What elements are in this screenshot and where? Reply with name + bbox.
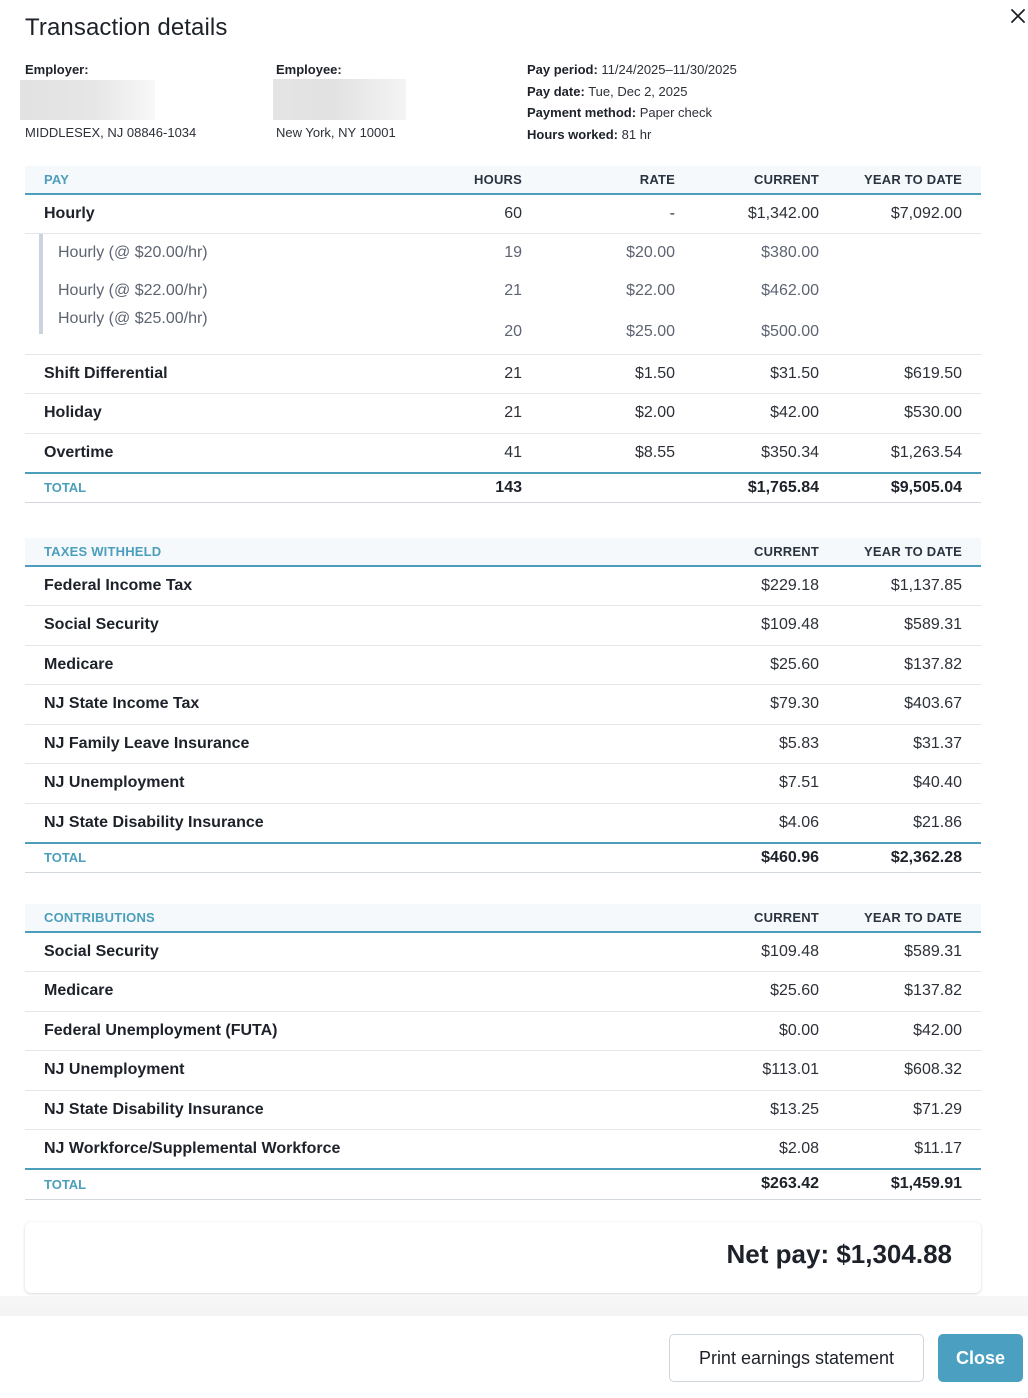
pay-item-current: $500.00 xyxy=(694,310,838,354)
current-column-header: CURRENT xyxy=(694,904,838,932)
taxes-section-header: TAXES WITHHELD xyxy=(25,538,694,566)
dialog-title: Transaction details xyxy=(25,14,228,41)
pay-item-current: $42.00 xyxy=(694,394,838,434)
pay-subitem-label: Hourly (@ $25.00/hr) xyxy=(39,310,208,334)
pay-item-hours: 41 xyxy=(421,433,541,473)
table-row xyxy=(25,1051,981,1091)
pay-item-ytd xyxy=(838,310,981,354)
total-current: $1,765.84 xyxy=(694,473,838,503)
pay-item-rate: $25.00 xyxy=(541,310,694,354)
pay-period xyxy=(527,59,737,81)
contributions-header-row xyxy=(25,904,981,932)
taxes-table xyxy=(25,538,981,873)
pay-date xyxy=(527,81,737,103)
contributions-total-row xyxy=(25,1169,981,1199)
contribution-ytd: $71.29 xyxy=(838,1090,981,1130)
table-row xyxy=(25,354,981,394)
table-subrow xyxy=(25,310,981,354)
total-ytd: $2,362.28 xyxy=(838,843,981,873)
print-earnings-statement-button[interactable]: Print earnings statement xyxy=(669,1334,924,1382)
pay-subitem-label: Hourly (@ $22.00/hr) xyxy=(39,272,208,310)
table-row xyxy=(25,1011,981,1051)
table-row xyxy=(25,764,981,804)
pay-item-name: Overtime xyxy=(25,433,421,473)
total-ytd: $1,459.91 xyxy=(838,1169,981,1199)
tax-ytd: $1,137.85 xyxy=(838,566,981,606)
tax-current: $7.51 xyxy=(694,764,838,804)
hours-worked xyxy=(527,124,737,146)
tax-current: $109.48 xyxy=(694,606,838,646)
table-row xyxy=(25,394,981,434)
total-label: TOTAL xyxy=(25,1169,694,1199)
pay-item-name: Hourly xyxy=(25,194,421,234)
tax-name: NJ Family Leave Insurance xyxy=(25,724,694,764)
tax-ytd: $31.37 xyxy=(838,724,981,764)
tax-name: NJ Unemployment xyxy=(25,764,694,804)
total-current: $263.42 xyxy=(694,1169,838,1199)
pay-item-rate: $8.55 xyxy=(541,433,694,473)
employee-address: New York, NY 10001 xyxy=(276,125,396,140)
contribution-ytd: $42.00 xyxy=(838,1011,981,1051)
table-row xyxy=(25,645,981,685)
pay-item-ytd xyxy=(838,234,981,273)
current-column-header: CURRENT xyxy=(694,538,838,566)
pay-item-name: Holiday xyxy=(25,394,421,434)
pay-item-ytd: $530.00 xyxy=(838,394,981,434)
pay-item-current: $380.00 xyxy=(761,244,819,261)
pay-item-hours: 60 xyxy=(421,194,541,234)
pay-item-current: $462.00 xyxy=(761,282,819,299)
tax-name: Medicare xyxy=(25,645,694,685)
tax-ytd: $589.31 xyxy=(838,606,981,646)
employer-info xyxy=(25,61,196,142)
contribution-name: NJ Workforce/Supplemental Workforce xyxy=(25,1130,694,1170)
table-subrow xyxy=(25,234,981,273)
pay-section-header: PAY xyxy=(25,166,421,194)
pay-item-current: $350.34 xyxy=(694,433,838,473)
contributions-table xyxy=(25,904,981,1200)
ytd-column-header: YEAR TO DATE xyxy=(838,166,981,194)
total-ytd: $9,505.04 xyxy=(838,473,981,503)
pay-table xyxy=(25,166,981,503)
pay-date-label: Pay date: xyxy=(527,83,585,99)
tax-name: NJ State Disability Insurance xyxy=(25,803,694,843)
contribution-current: $2.08 xyxy=(694,1130,838,1170)
pay-item-current: $1,342.00 xyxy=(694,194,838,234)
contribution-name: Medicare xyxy=(25,972,694,1012)
tax-current: $79.30 xyxy=(694,685,838,725)
payment-method-value: Paper check xyxy=(639,105,712,121)
pay-item-ytd: $1,263.54 xyxy=(838,433,981,473)
table-row xyxy=(25,606,981,646)
table-subrow xyxy=(25,272,981,310)
hours-column-header: HOURS xyxy=(421,166,541,194)
pay-item-ytd xyxy=(838,272,981,310)
contribution-ytd: $608.32 xyxy=(838,1051,981,1091)
tax-ytd: $21.86 xyxy=(838,803,981,843)
net-pay-amount: Net pay: $1,304.88 xyxy=(726,1239,952,1269)
taxes-header-row xyxy=(25,538,981,566)
pay-date-value: Tue, Dec 2, 2025 xyxy=(588,83,688,99)
pay-subitem-name xyxy=(25,272,421,310)
table-row xyxy=(25,803,981,843)
contributions-section-header: CONTRIBUTIONS xyxy=(25,904,694,932)
pay-item-rate: $22.00 xyxy=(626,282,675,299)
table-row xyxy=(25,194,981,234)
tax-name: Social Security xyxy=(25,606,694,646)
table-row xyxy=(25,1130,981,1170)
contribution-current: $13.25 xyxy=(694,1090,838,1130)
tax-current: $25.60 xyxy=(694,645,838,685)
pay-period-label: Pay period: xyxy=(527,62,598,77)
table-row xyxy=(25,566,981,606)
table-row xyxy=(25,972,981,1012)
pay-item-rate: - xyxy=(541,194,694,234)
current-column-header: CURRENT xyxy=(694,166,838,194)
employer-label: Employer: xyxy=(25,62,89,77)
ytd-column-header: YEAR TO DATE xyxy=(838,904,981,932)
contribution-name: NJ Unemployment xyxy=(25,1051,694,1091)
hours-worked-value: 81 hr xyxy=(621,126,652,142)
tax-current: $4.06 xyxy=(694,803,838,843)
hours-worked-label: Hours worked: xyxy=(527,126,619,142)
pay-item-rate: $2.00 xyxy=(541,394,694,434)
pay-item-ytd: $7,092.00 xyxy=(838,194,981,234)
payment-method xyxy=(527,102,737,124)
employer-name-redacted xyxy=(20,80,155,120)
pay-item-ytd: $619.50 xyxy=(838,354,981,394)
pay-subitem-name xyxy=(25,310,421,354)
tax-ytd: $403.67 xyxy=(838,685,981,725)
pay-item-hours: 21 xyxy=(504,282,522,299)
net-pay-card xyxy=(25,1222,981,1293)
contribution-ytd: $589.31 xyxy=(838,932,981,972)
pay-header-row xyxy=(25,166,981,194)
total-label: TOTAL xyxy=(25,473,421,503)
payment-method-label: Payment method: xyxy=(527,105,637,121)
pay-item-name: Shift Differential xyxy=(25,354,421,394)
pay-subitem-label: Hourly (@ $20.00/hr) xyxy=(39,234,208,272)
table-row xyxy=(25,433,981,473)
contribution-name: Social Security xyxy=(25,932,694,972)
rate-column-header: RATE xyxy=(541,166,694,194)
total-rate xyxy=(541,473,694,503)
table-row xyxy=(25,724,981,764)
contribution-current: $113.01 xyxy=(694,1051,838,1091)
contribution-ytd: $137.82 xyxy=(838,972,981,1012)
tax-current: $229.18 xyxy=(694,566,838,606)
pay-period-value: 11/24/2025–11/30/2025 xyxy=(601,62,737,77)
contribution-ytd: $11.17 xyxy=(838,1130,981,1170)
footer-divider xyxy=(0,1296,1028,1316)
contribution-name: NJ State Disability Insurance xyxy=(25,1090,694,1130)
contribution-current: $25.60 xyxy=(694,972,838,1012)
close-button[interactable]: Close xyxy=(938,1334,1023,1382)
pay-total-row xyxy=(25,473,981,503)
contribution-current: $109.48 xyxy=(694,932,838,972)
tax-ytd: $40.40 xyxy=(838,764,981,804)
pay-subitem-name xyxy=(25,234,421,273)
tax-ytd: $137.82 xyxy=(838,645,981,685)
employer-address: MIDDLESEX, NJ 08846-1034 xyxy=(25,125,197,140)
pay-meta xyxy=(527,59,737,145)
total-label: TOTAL xyxy=(25,843,694,873)
pay-item-rate: $1.50 xyxy=(541,354,694,394)
tax-name: Federal Income Tax xyxy=(25,566,694,606)
taxes-total-row xyxy=(25,843,981,873)
close-icon[interactable] xyxy=(1006,4,1028,28)
tax-current: $5.83 xyxy=(694,724,838,764)
table-row xyxy=(25,1090,981,1130)
employee-info xyxy=(276,61,406,142)
tax-name: NJ State Income Tax xyxy=(25,685,694,725)
employee-name-redacted xyxy=(273,79,406,120)
employee-label: Employee: xyxy=(276,62,342,77)
pay-item-hours: 19 xyxy=(504,244,522,261)
pay-item-current: $31.50 xyxy=(694,354,838,394)
pay-item-hours: 21 xyxy=(421,354,541,394)
pay-item-rate: $20.00 xyxy=(626,244,675,261)
contribution-current: $0.00 xyxy=(694,1011,838,1051)
table-row xyxy=(25,685,981,725)
ytd-column-header: YEAR TO DATE xyxy=(838,538,981,566)
pay-item-hours: 21 xyxy=(421,394,541,434)
table-row xyxy=(25,932,981,972)
total-current: $460.96 xyxy=(694,843,838,873)
contribution-name: Federal Unemployment (FUTA) xyxy=(25,1011,694,1051)
pay-item-hours: 20 xyxy=(421,310,541,354)
total-hours: 143 xyxy=(421,473,541,503)
